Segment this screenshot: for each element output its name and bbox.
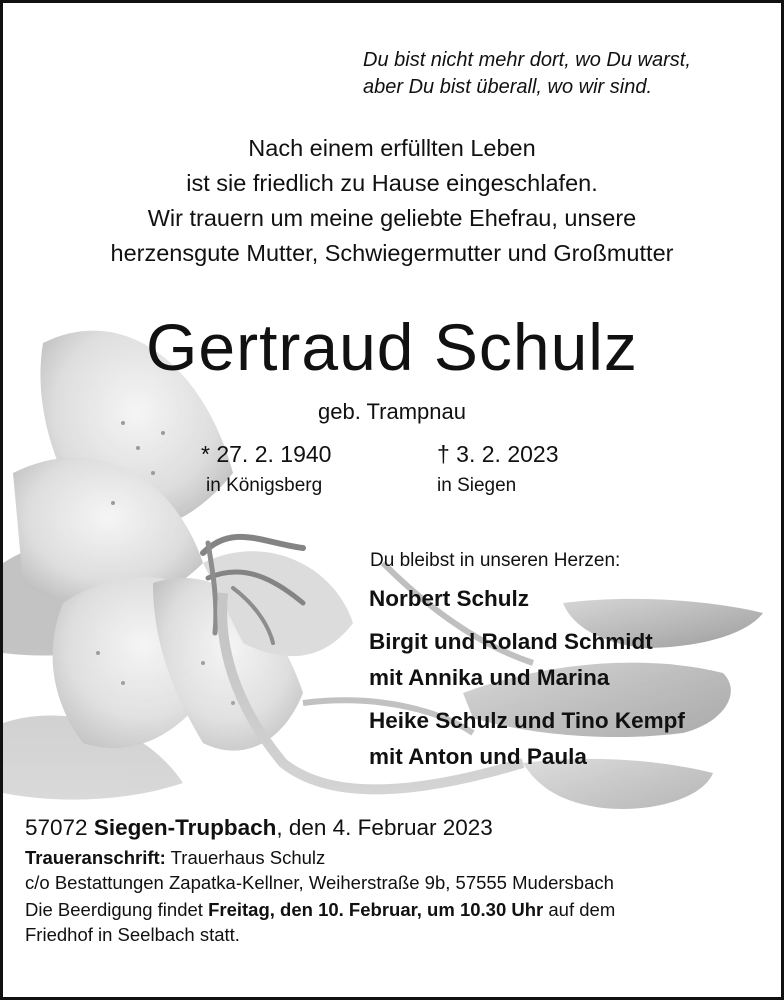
- birth-date: * 27. 2. 1940: [201, 441, 332, 467]
- mourner-entry: [369, 581, 685, 617]
- mourning-address: [25, 845, 765, 870]
- funeral-time: Freitag, den 10. Februar, um 10.30 Uhr: [208, 899, 544, 920]
- place-and-date: [25, 811, 765, 845]
- mourner-line: Birgit und Roland Schmidt: [369, 629, 653, 654]
- birth-place: in Königsberg: [206, 475, 323, 496]
- address-label: Traueranschrift:: [25, 847, 166, 868]
- quote-line: Du bist nicht mehr dort, wo Du warst,: [363, 49, 691, 71]
- death-place: in Siegen: [437, 475, 517, 496]
- mourners-heading: Du bleibst in unseren Herzen:: [370, 550, 621, 571]
- mourner-entry: [369, 624, 685, 696]
- quote: [363, 47, 723, 101]
- mourners-list: [369, 581, 685, 775]
- mourner-line: mit Annika und Marina: [369, 665, 610, 690]
- town: Siegen-Trupbach: [93, 815, 277, 840]
- mourner-line: Heike Schulz und Tino Kempf: [369, 708, 685, 733]
- funeral-prefix: Die Beerdigung findet: [25, 899, 209, 920]
- address-line: c/o Bestattungen Zapatka-Kellner, Weiherstraße 9b, 57555 Mudersbach: [25, 872, 614, 893]
- intro-line: herzensgute Mutter, Schwiegermutter und Großmutter: [110, 240, 674, 266]
- deceased-name: Gertraud Schulz: [146, 310, 638, 384]
- funeral-info: [25, 897, 765, 922]
- quote-line: aber Du bist überall, wo wir sind.: [363, 76, 653, 98]
- intro-line: Nach einem erfüllten Leben: [248, 135, 536, 161]
- intro-line: Wir trauern um meine geliebte Ehefrau, unsere: [147, 205, 637, 231]
- mourner-entry: [369, 703, 685, 775]
- intro-text: [3, 131, 781, 271]
- mourner-line: Norbert Schulz: [369, 586, 530, 611]
- footer: [25, 811, 765, 947]
- funeral-location: Friedhof in Seelbach statt.: [25, 924, 240, 945]
- funeral-suffix: auf dem: [543, 899, 616, 920]
- address-value: Trauerhaus Schulz: [165, 847, 326, 868]
- postal-code: 57072: [25, 815, 88, 840]
- birth-name: geb. Trampnau: [318, 399, 466, 424]
- mourner-line: mit Anton und Paula: [369, 744, 587, 769]
- intro-line: ist sie friedlich zu Hause eingeschlafen.: [186, 170, 598, 196]
- death-date: † 3. 2. 2023: [437, 441, 559, 467]
- notice-date: , den 4. Februar 2023: [276, 815, 493, 840]
